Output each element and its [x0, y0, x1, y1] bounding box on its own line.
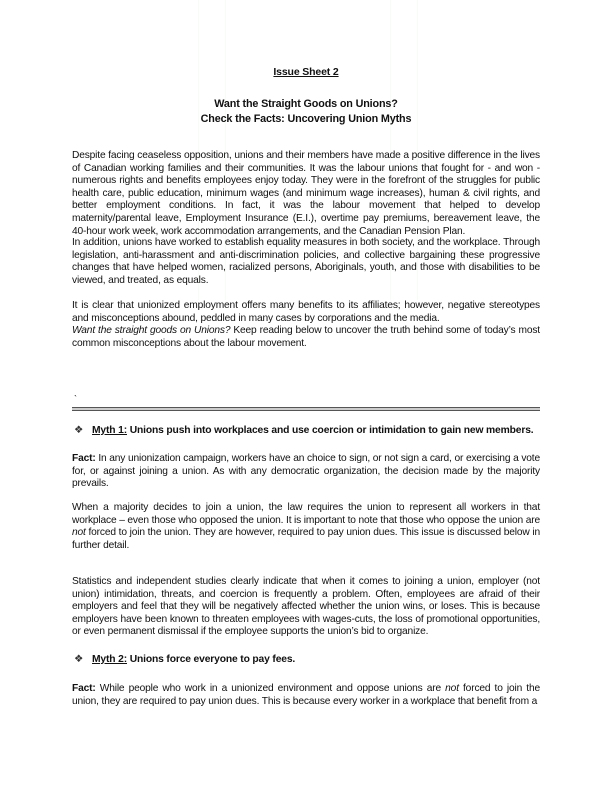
intro-paragraph-2: In addition, unions have worked to establish equality measures in both society, and the workplace. Through legislation, anti-harassment and anti-discrimination policies, and collective bargaining these progressive changes that have helped women, racialized persons, Aboriginals, youth, and those with disabilities to be viewed, and treated, as equals.: [72, 237, 540, 286]
myth-1-label: Myth 1:: [92, 425, 127, 436]
myth-2-label: Myth 2:: [92, 654, 127, 665]
myth-1-p2-text: When a majority decides to join a union, the law requires the union to represent all workers in that workplace – even those who opposed the union. It is important to note that those who oppose the union are: [72, 502, 540, 526]
myth-2-statement: Unions force everyone to pay fees.: [127, 654, 296, 665]
myth-1-paragraph-2: [72, 502, 540, 552]
diamond-bullet-icon: ❖: [74, 425, 84, 436]
myth-1-p2-rest: forced to join the union. They are however, required to pay union dues. This issue is discussed below in further detail.: [72, 527, 540, 551]
myth-2-fact-rest: forced to join the union, they are required to pay union dues. This is because every worker in a workplace that benefit from a: [72, 683, 540, 707]
intro-closing-text: Keep reading below to uncover the truth behind some of today’s most common misconceptions about the labour movement.: [72, 325, 540, 349]
myth-1-fact-text: In any unionization campaign, workers have an choice to sign, or not sign a card, or exercising a vote for, or against joining a union. As with any democratic organization, the decision made by the majority prevails.: [72, 453, 540, 490]
headline-line-1: Want the Straight Goods on Unions?: [214, 98, 398, 110]
myth-2-fact-italic: not: [445, 683, 459, 694]
myth-1-fact-paragraph: [72, 453, 540, 491]
fact-label: Fact:: [72, 453, 96, 464]
issue-title: Issue Sheet 2: [273, 66, 339, 78]
intro-paragraph-1: Despite facing ceaseless opposition, unions and their members have made a positive difference in the lives of Canadian working families and their communities. It was the labour unions that fought for - and won - numerous rights and benefits employees enjoy today. They were in the forefront of the struggles for public health care, public education, minimum wages (and minimum wage increases), human & civil rights, and better employment conditions. In fact, it was the labour movement that helped to develop maternity/parental leave, Employment Insurance (E.I.), overtime pay premiums, bereavement leave, the 40-hour work week, work accommodation arrangements, and the Canadian Pension Plan.: [72, 150, 540, 237]
headline: [72, 97, 540, 127]
intro-paragraph-3: [72, 300, 540, 350]
myth-2-heading: [72, 654, 540, 667]
myth-2-fact-start: While people who work in a unionized environment and oppose unions are: [95, 683, 446, 694]
section-divider: [72, 407, 540, 411]
myth-1-statement: Unions push into workplaces and use coercion or intimidation to gain new members.: [127, 425, 534, 436]
myth-1-paragraph-3: Statistics and independent studies clearly indicate that when it comes to joining a union, employer (not union) intimidation, threats, and coercion is frequently a problem. Often, employees are afraid of their employers and feel that they will be negatively affected whether the union wins, or loses. This is because employers have been known to threaten employees with wages-cuts, the loss of promotional opportunities, or even permanent dismissal if the employee supports the union’s bid to organize.: [72, 576, 540, 638]
myth-2-fact-paragraph: [72, 683, 540, 708]
intro-italic-question: Want the straight goods on Unions?: [72, 325, 231, 337]
intro-paragraph-3-text: It is clear that unionized employment offers many benefits to its affiliates; however, negative stereotypes and misconceptions abound, peddled in many cases by corporations and the media.: [72, 300, 540, 324]
myth-1-p2-italic: not: [72, 527, 86, 539]
headline-line-2: Check the Facts: Uncovering Union Myths: [200, 113, 412, 125]
fact-label: Fact:: [72, 683, 96, 694]
myth-1-heading: [72, 425, 540, 438]
stray-mark: `: [74, 394, 77, 404]
diamond-bullet-icon: ❖: [74, 654, 84, 665]
